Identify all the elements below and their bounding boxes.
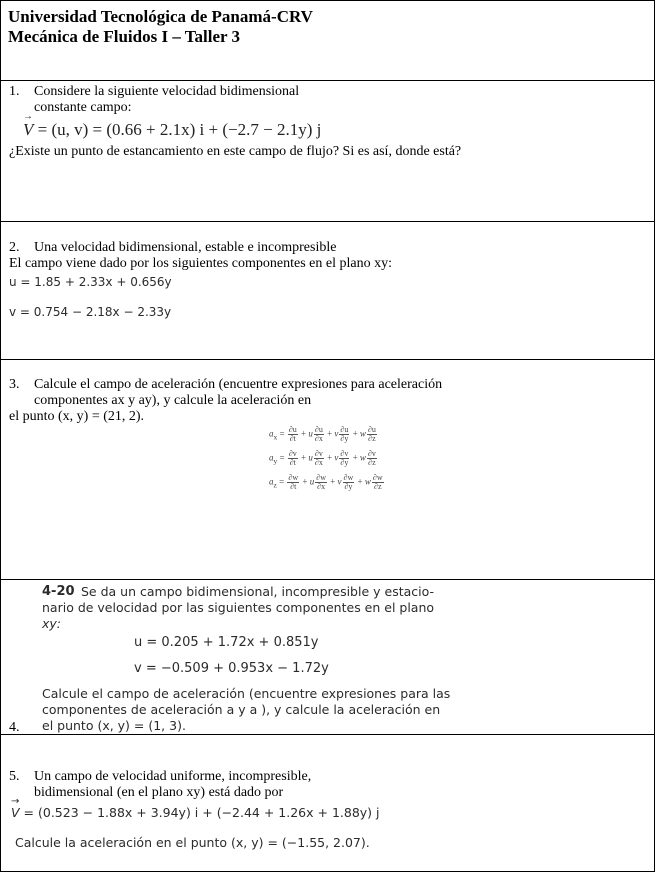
problem-5-number: 5.	[9, 769, 20, 784]
problem-3-line1: Calcule el campo de aceleración (encuentre expresiones para aceleración	[34, 377, 443, 392]
problem-2-line1: Una velocidad bidimensional, estable e incompresible	[34, 240, 337, 255]
problem-3-line2: componentes ax y ay), y calcule la aceleración en	[34, 393, 312, 408]
problem-2-eq-u: u = 1.85 + 2.33x + 0.656y	[9, 275, 172, 289]
problem-4-cell	[0, 579, 655, 735]
problem-1-line1: Considere la siguiente velocidad bidimensional	[34, 84, 300, 99]
problem-4-line5: componentes de aceleración a y a ), y calcule la aceleración en	[42, 702, 441, 717]
problem-4-eq-u: u = 0.205 + 1.72x + 0.851y	[134, 635, 319, 650]
problem-5-line3: Calcule la aceleración en el punto (x, y) = (−1.55, 2.07).	[15, 835, 370, 850]
problem-1-equation: → V = (u, v) = (0.66 + 2.1x) i + (−2.7 − 2.1y) j	[23, 120, 321, 140]
problem-5-cell	[0, 734, 655, 872]
problem-3-number: 3.	[9, 377, 20, 392]
problem-4-eq-v: v = −0.509 + 0.953x − 1.72y	[134, 661, 329, 676]
problem-4-line6: el punto (x, y) = (1, 3).	[42, 718, 186, 733]
problem-2-eq-v: v = 0.754 − 2.18x − 2.33y	[9, 305, 172, 319]
acceleration-equation-y: $a_y$ = $\frac{\partial v}{\partial t}$ + u $\frac{\partial v}{\partial x}$ + v $\frac{\partial v}{\partial y}$ + w $\frac{\partial v}{\partial z}$	[269, 449, 376, 467]
problem-4-number: 4.	[9, 720, 20, 735]
problem-5-equation: → V = (0.523 − 1.88x + 3.94y) i + (−2.44 + 1.26x + 1.88y) j	[11, 805, 380, 820]
problem-5-line2: bidimensional (en el plano xy) está dado por	[34, 785, 284, 800]
problem-2-number: 2.	[9, 240, 20, 255]
problem-4-tag: 4-20	[42, 584, 75, 599]
problem-3-line3: el punto (x, y) = (21, 2).	[9, 409, 145, 424]
problem-3-cell	[0, 359, 655, 580]
acceleration-equation-z: $a_z$ = $\frac{\partial w}{\partial t}$ + u $\frac{\partial w}{\partial x}$ + v $\frac{\partial w}{\partial y}$ + w $\frac{\partial w}{\partial z}$	[269, 473, 383, 491]
vector-v-symbol: → V	[23, 120, 33, 140]
document-title-line2: Mecánica de Fluidos I – Taller 3	[8, 27, 241, 46]
problem-1-question: ¿Existe un punto de estancamiento en este campo de flujo? Si es así, donde está?	[9, 144, 462, 159]
problem-5-line1: Un campo de velocidad uniforme, incompresible,	[34, 769, 312, 784]
problem-4-line2: nario de velocidad por las siguientes componentes en el plano	[42, 600, 435, 615]
problem-1-line2: constante campo:	[34, 100, 132, 115]
header-cell	[0, 0, 655, 81]
problem-2-line2: El campo viene dado por los siguientes componentes en el plano xy:	[9, 256, 392, 271]
problem-1-number: 1.	[9, 84, 20, 99]
problem-4-line3: xy:	[42, 616, 62, 631]
problem-4-line4: Calcule el campo de aceleración (encuentre expresiones para las	[42, 686, 451, 701]
acceleration-equation-x: $a_x$ = $\frac{\partial u}{\partial t}$ + u $\frac{\partial u}{\partial x}$ + v $\frac{\partial u}{\partial y}$ + w $\frac{\partial u}{\partial z}$	[269, 425, 376, 443]
problem-2-cell	[0, 221, 655, 360]
document-title-line1: Universidad Tecnológica de Panamá-CRV	[8, 7, 313, 26]
problem-1-cell	[0, 80, 655, 222]
problem-4-line1: Se da un campo bidimensional, incompresible y estacio-	[81, 584, 434, 599]
vector-v-symbol: → V	[11, 805, 20, 820]
